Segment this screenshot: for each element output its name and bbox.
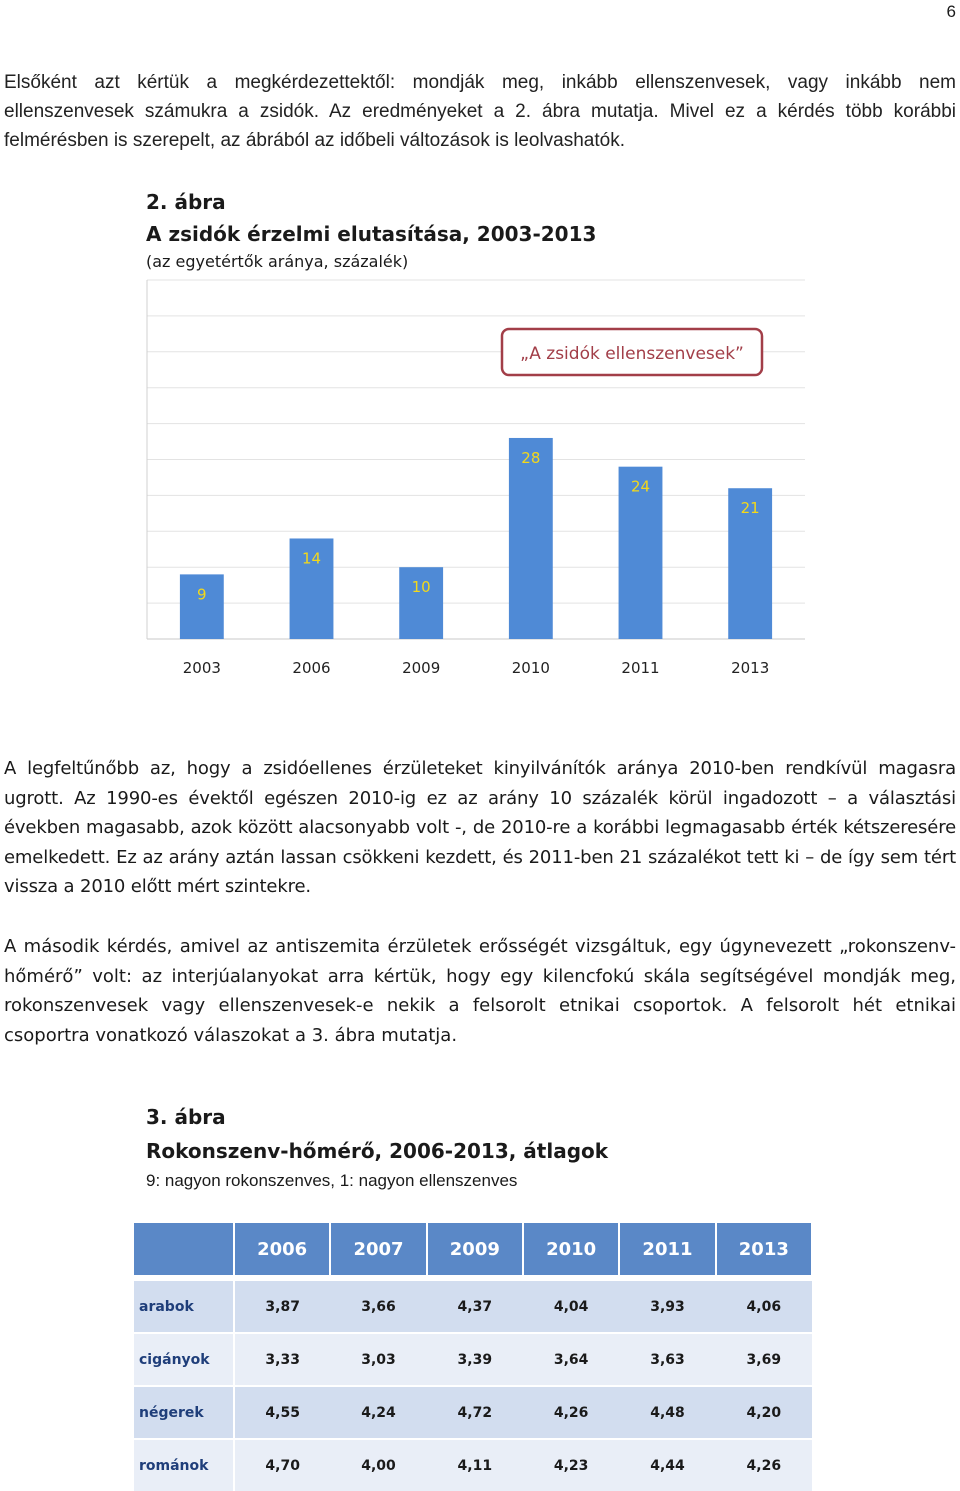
chart-data-labels	[197, 449, 760, 603]
table-cell: 4,26	[523, 1386, 619, 1439]
table-row-label: románok	[134, 1439, 234, 1491]
bar-chart	[0, 0, 960, 720]
table-column-header: 2007	[330, 1223, 426, 1278]
table-cell: 4,20	[716, 1386, 812, 1439]
table-cell: 4,55	[234, 1386, 330, 1439]
table-column-header: 2013	[716, 1223, 812, 1278]
chart-bar	[180, 574, 224, 639]
table-corner-cell	[134, 1223, 234, 1278]
figure2-number: 2. ábra	[146, 190, 226, 214]
chart-data-label: 21	[740, 499, 760, 518]
table-cell: 4,72	[427, 1386, 523, 1439]
figure2-subtitle: (az egyetértők aránya, százalék)	[146, 252, 409, 271]
chart-bars	[180, 438, 772, 639]
chart-x-tick-label: 2013	[731, 659, 770, 677]
figure3-heading	[146, 1105, 608, 1191]
table-row	[134, 1333, 812, 1386]
intro-paragraph: Elsőként azt kértük a megkérdezettektől: mondják meg, inkább ellenszenvesek, vagy inkább nem ellenszenvesek számukra a zsidók. Az eredményeket a 2. ábra mutatja. Mivel ez a kérdés több korábbi felmérésben is szerepelt, az ábrából az időbeli változások is leolvashatók.	[4, 72, 956, 151]
page-number: 6	[946, 2, 956, 21]
chart-data-label: 10	[411, 578, 431, 597]
table-cell: 3,03	[330, 1333, 426, 1386]
table-cell: 3,69	[716, 1333, 812, 1386]
paragraph-3: A második kérdés, amivel az antiszemita érzületek erősségét vizsgáltuk, egy úgynevezett „rokonszenv-hőmérő” volt: az interjúalanyokat arra kértük, hogy egy kilencfokú skála segítségével mondják meg, rokonszenvesek vagy ellenszenvesek-e nekik a felsorolt etnikai csoportok. A felsorolt hét etnikai csoportra vonatkozó válaszokat a 3. ábra mutatja.	[4, 936, 956, 1046]
chart-data-label: 14	[301, 549, 322, 568]
table-cell: 4,06	[716, 1278, 812, 1333]
chart-x-tick-label: 2011	[621, 659, 660, 677]
table-cell: 4,23	[523, 1439, 619, 1491]
table-row	[134, 1386, 812, 1439]
chart-x-tick-label: 2006	[292, 659, 331, 677]
table-cell: 4,26	[716, 1439, 812, 1491]
figure3-subtitle: 9: nagyon rokonszenves, 1: nagyon ellenszenves	[146, 1171, 518, 1190]
chart-x-tick-label: 2003	[182, 659, 221, 677]
table-row	[134, 1278, 812, 1333]
table-cell: 4,37	[427, 1278, 523, 1333]
table-column-header: 2010	[523, 1223, 619, 1278]
table-row	[134, 1439, 812, 1491]
table-column-header: 2011	[619, 1223, 715, 1278]
table-cell: 4,70	[234, 1439, 330, 1491]
table-column-header: 2006	[234, 1223, 330, 1278]
table-cell: 3,33	[234, 1333, 330, 1386]
figure3-title: Rokonszenv-hőmérő, 2006-2013, átlagok	[146, 1139, 609, 1163]
table-row-label: arabok	[134, 1278, 234, 1333]
figure3-number: 3. ábra	[146, 1105, 226, 1129]
table-cell: 3,64	[523, 1333, 619, 1386]
chart-x-tick-label: 2009	[402, 659, 441, 677]
table-row-label: négerek	[134, 1386, 234, 1439]
thermometer-table	[134, 1223, 813, 1491]
chart-x-ticks	[183, 659, 770, 677]
table-cell: 4,44	[619, 1439, 715, 1491]
table-column-header: 2009	[427, 1223, 523, 1278]
chart-x-tick-label: 2010	[511, 659, 550, 677]
table-cell: 4,48	[619, 1386, 715, 1439]
table-cell: 4,04	[523, 1278, 619, 1333]
figure2-title: A zsidók érzelmi elutasítása, 2003-2013	[146, 222, 597, 246]
chart-data-label: 9	[197, 585, 207, 604]
table-row-label: cigányok	[134, 1333, 234, 1386]
table-cell: 3,87	[234, 1278, 330, 1333]
table-cell: 4,11	[427, 1439, 523, 1491]
chart-bar	[509, 438, 553, 639]
paragraph-2: A legfeltűnőbb az, hogy a zsidóellenes érzületeket kinyilvánítók aránya 2010-ben rendkívül magasra ugrott. Az 1990-es évektől egészen 2010-ig ez az arány 10 százalék körül ingadozott – a választási években magasabb, azok között alacsonyabb volt -, de 2010-re a korábbi legmagasabb érték kétszeresére emelkedett. Ez az arány aztán lassan csökkeni kezdett, és 2011-ben 21 százalékot tett ki – de így sem tért vissza a 2010 előtt mért szintekre.	[4, 758, 956, 897]
table-cell: 3,66	[330, 1278, 426, 1333]
chart-data-label: 28	[521, 448, 541, 467]
chart-data-label: 24	[630, 477, 651, 496]
table-header-row	[134, 1223, 812, 1278]
table-cell: 3,39	[427, 1333, 523, 1386]
chart-legend-box	[502, 329, 762, 375]
table-cell: 3,63	[619, 1333, 715, 1386]
table-cell: 4,00	[330, 1439, 426, 1491]
table-cell: 3,93	[619, 1278, 715, 1333]
chart-legend-text: „A zsidók ellenszenvesek”	[520, 344, 744, 364]
table-cell: 4,24	[330, 1386, 426, 1439]
